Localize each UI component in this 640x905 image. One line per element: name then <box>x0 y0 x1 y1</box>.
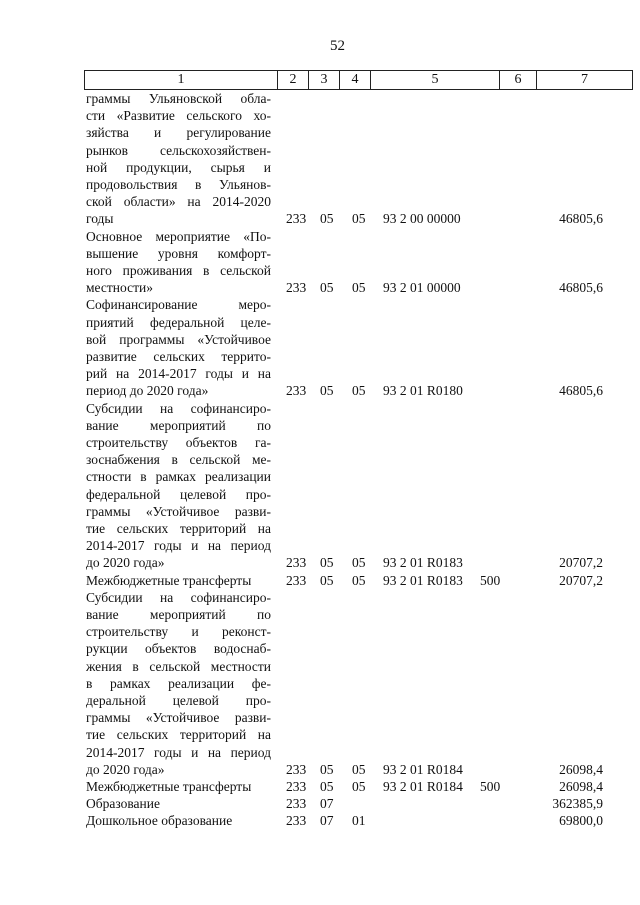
column-header-1: 1 <box>85 71 278 90</box>
row-description <box>86 296 271 399</box>
table-row <box>0 572 640 589</box>
description-line: деральной целевой про- <box>86 692 271 708</box>
cell-col-4: 01 <box>352 813 366 829</box>
column-header-2: 2 <box>278 71 309 90</box>
cell-col-3: 07 <box>320 796 334 812</box>
table-body <box>0 90 640 830</box>
description-line: граммы «Устойчивое разви- <box>86 503 271 519</box>
cell-col-2: 233 <box>286 280 307 296</box>
description-line: рий на 2014-2017 годы и на <box>86 366 271 382</box>
cell-col-6: 500 <box>480 778 501 794</box>
row-description <box>86 795 271 812</box>
cell-col-3: 05 <box>320 211 334 227</box>
cell-col-4: 05 <box>352 280 366 296</box>
cell-col-3: 07 <box>320 813 334 829</box>
description-line: ного проживания в сельской <box>86 263 271 278</box>
cell-col-4: 05 <box>352 572 366 588</box>
description-line: продовольствия в Ульянов- <box>86 177 271 193</box>
cell-col-4: 05 <box>352 383 366 399</box>
description-line: жения в сельской местности <box>86 658 271 674</box>
table-header <box>84 70 633 90</box>
cell-col-2: 233 <box>286 778 307 794</box>
description-line: тие сельских территорий на <box>86 521 271 536</box>
cell-col-2: 233 <box>286 813 307 829</box>
description-line: годы <box>86 211 114 227</box>
description-line: рынков сельскохозяйствен- <box>86 142 271 158</box>
column-header-3: 3 <box>309 71 340 90</box>
cell-col-2: 233 <box>286 572 307 588</box>
cell-col-7: 20707,2 <box>559 555 603 571</box>
cell-col-7: 46805,6 <box>559 280 603 296</box>
page-number-text: 52 <box>330 38 345 54</box>
description-line: строительству объектов га- <box>86 434 271 450</box>
cell-col-5: 93 2 01 R0184 <box>383 761 463 777</box>
cell-col-3: 05 <box>320 555 334 571</box>
description-line: сти «Развитие сельского хо- <box>86 108 271 124</box>
description-line: Межбюджетные трансферты <box>86 572 252 588</box>
description-line: строительству и реконст- <box>86 624 271 640</box>
description-line: Дошкольное образование <box>86 813 233 829</box>
table-row <box>0 400 640 572</box>
row-description <box>86 400 271 572</box>
column-header-4: 4 <box>340 71 371 90</box>
description-line: в рамках реализации фе- <box>86 675 271 691</box>
row-description <box>86 228 271 297</box>
description-line: тие сельских территорий на <box>86 727 271 743</box>
cell-col-5: 93 2 01 00000 <box>383 280 461 296</box>
cell-col-4: 05 <box>352 555 366 571</box>
description-line: ной продукции, сырья и <box>86 159 271 175</box>
description-line: зяйства и регулирование <box>86 125 271 141</box>
description-line: местности» <box>86 280 153 296</box>
description-line: 2014-2017 годы и на период <box>86 538 271 554</box>
table-row <box>0 795 640 812</box>
description-line: Межбюджетные трансферты <box>86 778 252 794</box>
cell-col-2: 233 <box>286 796 307 812</box>
description-line: период до 2020 года» <box>86 383 209 399</box>
description-line: вание мероприятий по <box>86 417 271 433</box>
description-line: до 2020 года» <box>86 761 165 777</box>
row-description <box>86 589 271 778</box>
row-description <box>86 572 271 589</box>
cell-col-3: 05 <box>320 761 334 777</box>
description-line: вание мероприятий по <box>86 606 271 622</box>
row-description <box>86 812 271 829</box>
cell-col-7: 46805,6 <box>559 211 603 227</box>
cell-col-2: 233 <box>286 383 307 399</box>
cell-col-3: 05 <box>320 280 334 296</box>
cell-col-2: 233 <box>286 211 307 227</box>
cell-col-7: 20707,2 <box>559 572 603 588</box>
cell-col-5: 93 2 01 R0184 <box>383 778 463 794</box>
cell-col-5: 93 2 01 R0183 <box>383 555 463 571</box>
column-header-5: 5 <box>371 71 500 90</box>
table-row <box>0 228 640 297</box>
description-line: 2014-2017 годы и на период <box>86 744 271 760</box>
row-description <box>86 778 271 795</box>
cell-col-7: 26098,4 <box>559 778 603 794</box>
description-line: Субсидии на софинансиро- <box>86 400 271 416</box>
description-line: до 2020 года» <box>86 555 165 571</box>
cell-col-3: 05 <box>320 778 334 794</box>
cell-col-7: 362385,9 <box>552 796 603 812</box>
cell-col-4: 05 <box>352 211 366 227</box>
description-line: Образование <box>86 796 160 812</box>
table-row <box>0 812 640 829</box>
description-line: стности в рамках реализации <box>86 469 271 485</box>
description-line: ской области» на 2014-2020 <box>86 194 271 210</box>
cell-col-5: 93 2 00 00000 <box>383 211 461 227</box>
description-line: Субсидии на софинансиро- <box>86 589 271 605</box>
cell-col-3: 05 <box>320 572 334 588</box>
description-line: Основное мероприятие «По- <box>86 228 271 244</box>
column-header-7: 7 <box>537 71 633 90</box>
cell-col-7: 46805,6 <box>559 383 603 399</box>
table-row <box>0 589 640 778</box>
description-line: развитие сельских террито- <box>86 349 271 364</box>
cell-col-7: 69800,0 <box>559 813 603 829</box>
description-line: Софинансирование меро- <box>86 297 271 313</box>
cell-col-4: 05 <box>352 778 366 794</box>
description-line: вой программы «Устойчивое <box>86 331 271 347</box>
description-line: федеральной целевой про- <box>86 486 271 502</box>
description-line: граммы «Устойчивое разви- <box>86 710 271 726</box>
cell-col-3: 05 <box>320 383 334 399</box>
description-line: вышение уровня комфорт- <box>86 245 271 261</box>
cell-col-7: 26098,4 <box>559 761 603 777</box>
cell-col-5: 93 2 01 R0180 <box>383 383 463 399</box>
cell-col-2: 233 <box>286 555 307 571</box>
cell-col-4: 05 <box>352 761 366 777</box>
column-header-6: 6 <box>500 71 537 90</box>
row-description <box>86 90 271 228</box>
table-row <box>0 90 640 228</box>
description-line: рукции объектов водоснаб- <box>86 641 271 657</box>
cell-col-2: 233 <box>286 761 307 777</box>
description-line: зоснабжения в сельской ме- <box>86 452 271 468</box>
table-row <box>0 778 640 795</box>
cell-col-5: 93 2 01 R0183 <box>383 572 463 588</box>
cell-col-6: 500 <box>480 572 501 588</box>
description-line: приятий федеральной целе- <box>86 314 271 330</box>
description-line: граммы Ульяновской обла- <box>86 91 271 106</box>
table-row <box>0 296 640 399</box>
